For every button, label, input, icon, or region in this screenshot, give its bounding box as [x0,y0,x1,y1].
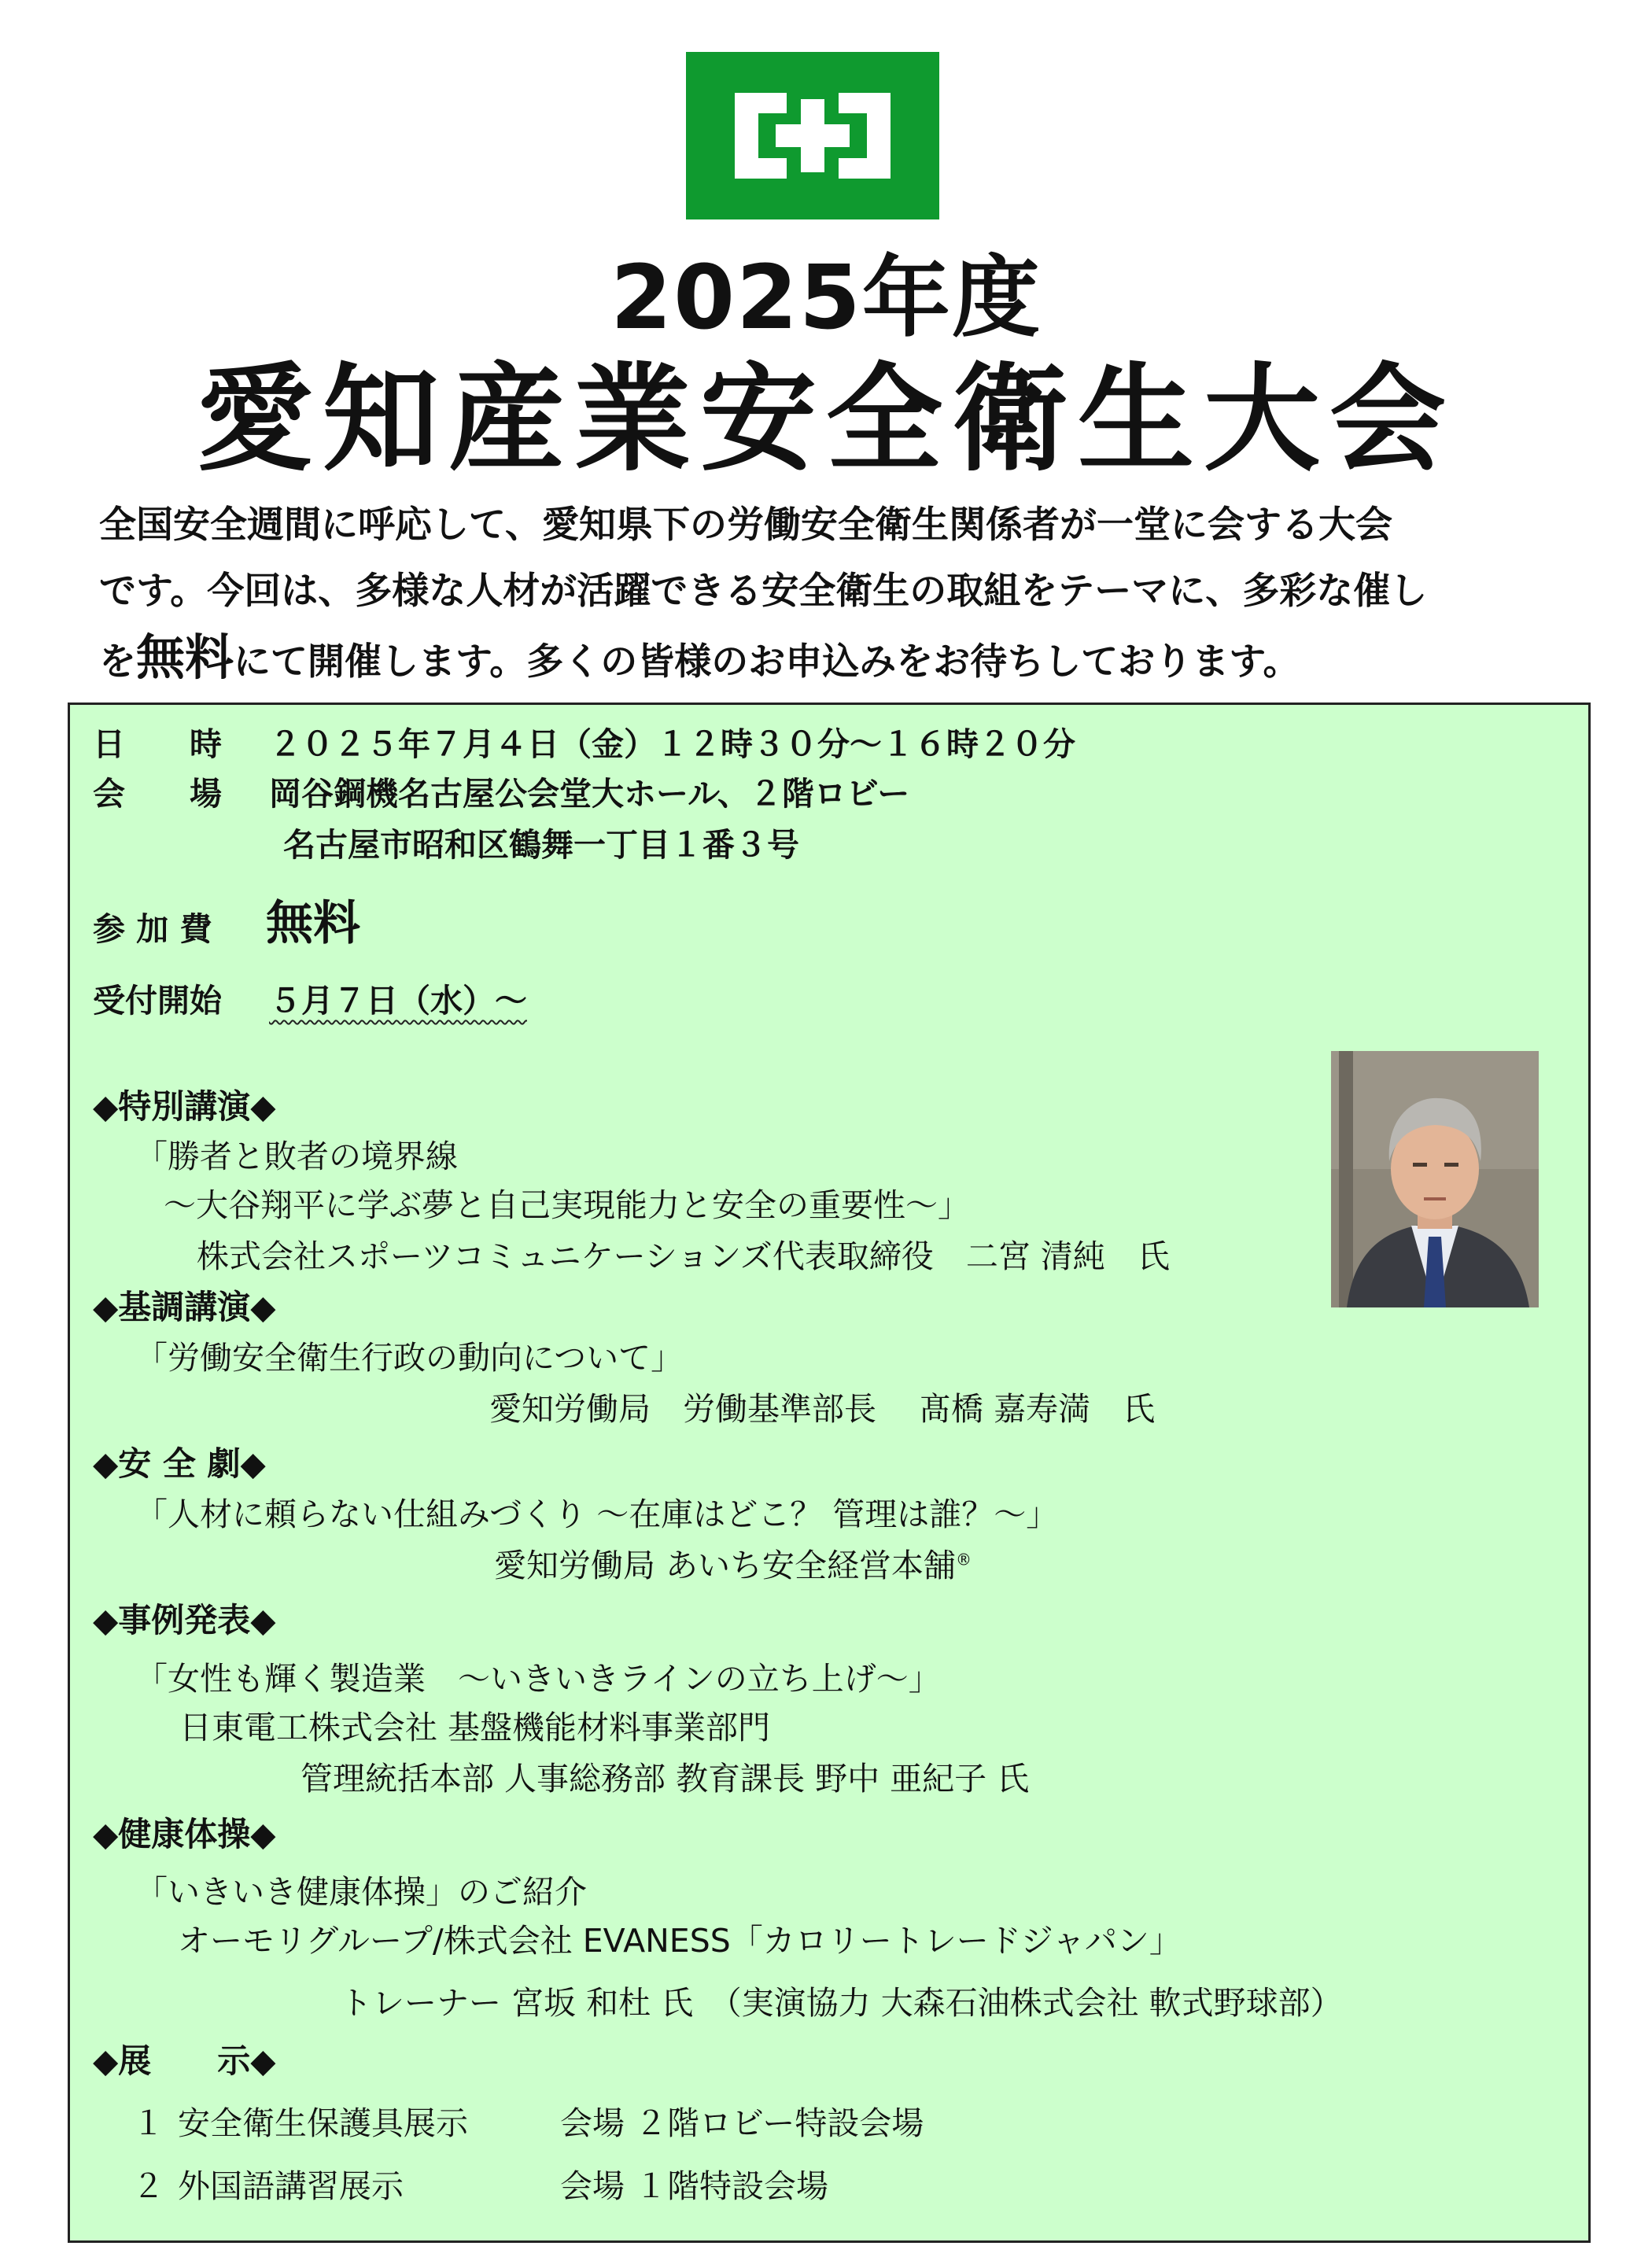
keynote-title: 「労働安全衛生行政の動向について」 [135,1339,684,1377]
fee-label: 参 加 費 [93,910,212,948]
fee-value: 無料 [266,896,360,951]
date-label: 日 時 [93,725,222,763]
case-org: 日東電工株式会社 基盤機能材料事業部門 [179,1709,771,1746]
special-title: 「勝者と敗者の境界線 [135,1138,458,1175]
exhibit-heading: ◆展 示◆ [93,2041,276,2080]
intro-text: にて開催します。多くの皆様のお申込みをお待ちしております。 [234,640,1300,684]
registered-mark: ® [956,1550,972,1569]
case-title: 「女性も輝く製造業 ～いきいきラインの立ち上げ～」 [135,1660,941,1698]
exercise-speaker: トレーナー 宮坂 和杜 氏 （実演協力 大森石油株式会社 軟式野球部） [340,1984,1343,2022]
intro-line [99,625,1594,695]
free-emphasis: 無料 [136,629,234,686]
drama-speaker [494,1547,972,1585]
special-speaker: 株式会社スポーツコミュニケーションズ代表取締役 二宮 清純 氏 [197,1237,1170,1275]
special-heading: ◆特別講演◆ [93,1087,276,1126]
intro-line: 全国安全週間に呼応して、愛知県下の労働安全衛生関係者が一堂に会する大会 [99,503,1393,547]
speaker-portrait-image [1331,1051,1539,1307]
date-value: ２０２５年７月４日（金）１２時３０分～１６時２０分 [269,725,1075,763]
exhibit-item-place: 会場 １階特設会場 [560,2167,829,2205]
title-year: 2025年度 [610,247,1042,349]
intro-paragraph [99,492,1594,695]
drama-heading: ◆安 全 劇◆ [93,1444,266,1483]
exhibit-item-num: ２ [132,2167,164,2205]
case-speaker: 管理統括本部 人事総務部 教育課長 野中 亜紀子 氏 [301,1760,1030,1798]
keynote-heading: ◆基調講演◆ [93,1288,276,1326]
exhibit-item-name: 外国語講習展示 [178,2167,404,2205]
exercise-org: オーモリグループ/株式会社 EVANESS「カロリートレードジャパン」 [178,1922,1182,1960]
exhibit-item-name: 安全衛生保護具展示 [178,2104,468,2142]
reception-value: ５月７日（水）～ [269,982,527,1020]
exercise-heading: ◆健康体操◆ [93,1815,276,1853]
intro-line: です。今回は、多様な人材が活躍できる安全衛生の取組をテーマに、多彩な催し [99,570,1428,613]
venue-address: 名古屋市昭和区鶴舞一丁目１番３号 [283,826,799,864]
venue-value: 岡谷鋼機名古屋公会堂大ホール、２階ロビー [269,775,910,813]
drama-speaker-text: 愛知労働局 あいち安全経営本舗 [494,1547,957,1584]
exhibit-item-place: 会場 ２階ロビー特設会場 [560,2104,924,2142]
case-heading: ◆事例発表◆ [93,1601,276,1639]
page-title: 愛知産業安全衛生大会 [197,352,1455,487]
special-subtitle: ～大谷翔平に学ぶ夢と自己実現能力と安全の重要性～」 [164,1186,970,1224]
green-cross-logo [686,52,939,219]
venue-label: 会 場 [93,775,222,813]
reception-label: 受付開始 [93,982,222,1020]
keynote-speaker: 愛知労働局 労働基準部長 髙橋 嘉寿満 氏 [489,1390,1156,1428]
green-cross-icon [686,52,939,219]
speaker-photo [1331,1051,1539,1307]
drama-title: 「人材に頼らない仕組みづくり ～在庫はどこ？ 管理は誰？～」 [135,1495,1059,1533]
intro-text: を [99,640,136,684]
exhibit-item-num: １ [132,2104,164,2142]
exercise-title: 「いきいき健康体操」のご紹介 [135,1873,587,1911]
